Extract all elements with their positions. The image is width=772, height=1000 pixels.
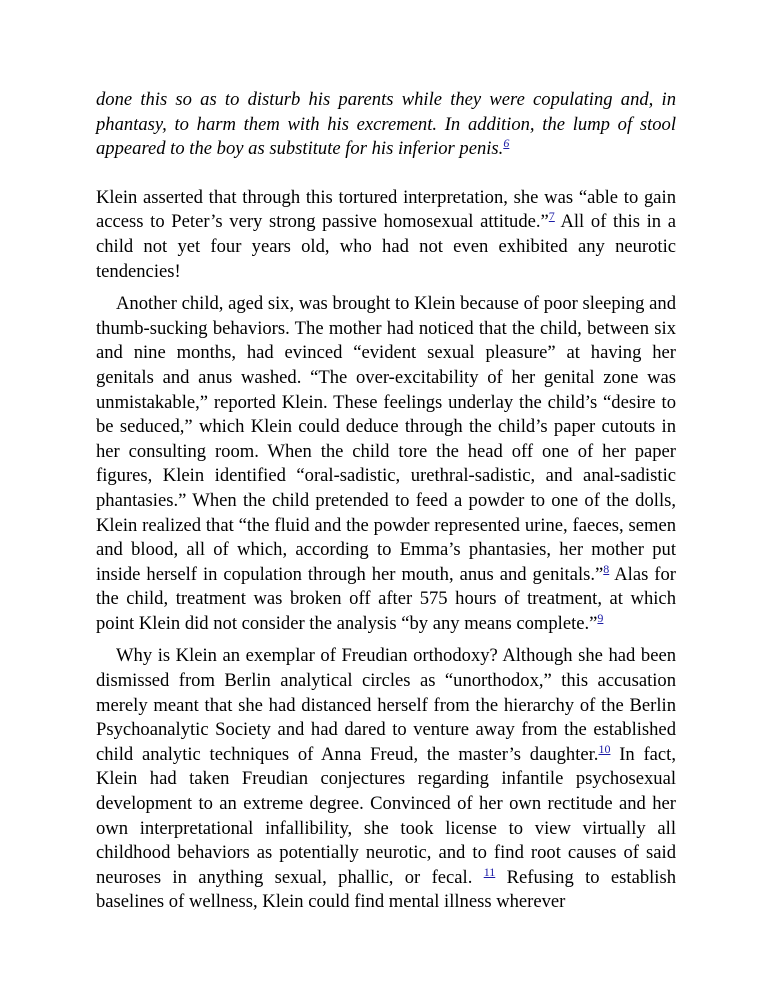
paragraph-3-text-c: Refusing to establish baselines of wellness, Klein could find mental illness wherever: [96, 866, 676, 913]
paragraph-2-text-a: Another child, aged six, was brought to Klein because of poor sleeping and thumb-sucking behaviors. The mother had noticed that the child, between six and nine months, had evinced “evident sexual pleasure” at having her genitals and anus washed. “The over-excitability of her genital zone was unmistakable,” reported Klein. These feelings underlay the child’s “desire to be seduced,” which Klein could deduce through the child’s paper cutouts in her consulting room. When the child tore the head off one of her paper figures, Klein identified “oral-sadistic, urethral-sadistic, and anal-sadistic phantasies.” When the child pretended to feed a powder to one of the dolls, Klein realized that “the fluid and the powder represented urine, faeces, semen and blood, all of which, according to Emma’s phantasies, her mother put inside herself in copulation through her mouth, anus and genitals.”: [96, 293, 676, 585]
paragraph-1-text-b: All of this in a child not yet four years old, who had not even exhibited any neurotic tendencies!: [96, 211, 677, 282]
paragraph-1-text-a: Klein asserted that through this tortured interpretation, she was “able to gain access to Peter’s very strong passive homosexual attitude.”: [96, 186, 676, 233]
paragraph-1: [96, 186, 676, 284]
paragraph-2: [96, 292, 676, 636]
footnote-link-9[interactable]: 9: [597, 610, 604, 625]
paragraph-3-text-b: In fact, Klein had taken Freudian conjectures regarding infantile psychosexual development to an extreme degree. Convinced of her own rectitude and her own interpretational infallibility, she took license to view virtually all childhood behaviors as potentially neurotic, and to find root causes of said neuroses in anything sexual, phallic, or fecal.: [96, 743, 676, 888]
page-body: [96, 88, 676, 923]
footnote-link-10[interactable]: 10: [598, 741, 611, 756]
footnote-link-8[interactable]: 8: [603, 561, 610, 576]
footnote-link-11[interactable]: 11: [483, 864, 496, 879]
paragraph-3: [96, 644, 676, 915]
footnote-link-6[interactable]: 6: [503, 136, 510, 150]
block-quote: [96, 88, 676, 162]
footnote-link-7[interactable]: 7: [548, 209, 555, 224]
quote-text: done this so as to disturb his parents while they were copulating and, in phantasy, to harm them with his excrement. In addition, the lump of stool appeared to the boy as substitute for his inferior penis.: [96, 89, 676, 160]
paragraph-2-text-b: Alas for the child, treatment was broken off after 575 hours of treatment, at which point Klein did not consider the analysis “by any means complete.”: [96, 563, 676, 634]
paragraph-3-text-a: Why is Klein an exemplar of Freudian orthodoxy? Although she had been dismissed from Berlin analytical circles as “unorthodox,” this accusation merely meant that she had distanced herself from the hierarchy of the Berlin Psychoanalytic Society and had dared to venture away from the established child analytic techniques of Anna Freud, the master’s daughter.: [96, 645, 676, 765]
